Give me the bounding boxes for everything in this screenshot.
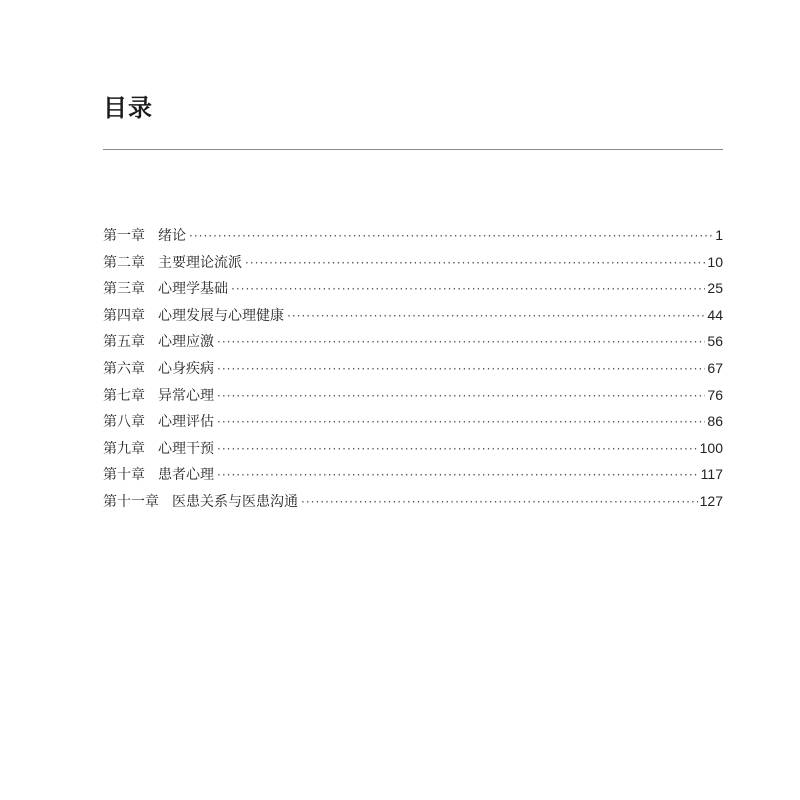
toc-entry[interactable] (103, 488, 723, 515)
toc-entry[interactable] (103, 275, 723, 302)
chapter-title: 异常心理 (158, 387, 214, 404)
chapter-number: 第十章 (103, 467, 145, 484)
chapter-number: 第七章 (103, 387, 145, 404)
toc-entry[interactable] (103, 249, 723, 276)
page-number: 76 (707, 386, 723, 403)
dot-leader (189, 223, 713, 250)
chapter-number: 第二章 (103, 254, 145, 271)
chapter-number: 第五章 (103, 334, 145, 351)
page-number: 86 (707, 413, 723, 430)
chapter-number: 第十一章 (103, 493, 159, 510)
chapter-title: 心理学基础 (158, 281, 228, 298)
toc-entry[interactable] (103, 408, 723, 435)
chapter-title: 主要理论流派 (158, 254, 242, 271)
toc-entry[interactable] (103, 222, 723, 249)
chapter-title: 心理应激 (158, 334, 214, 351)
page-number: 10 (707, 253, 723, 270)
chapter-number: 第九章 (103, 440, 145, 457)
chapter-title: 心理发展与心理健康 (158, 307, 284, 324)
chapter-number: 第一章 (103, 228, 145, 244)
toc-entry[interactable] (103, 328, 723, 355)
toc-entry[interactable] (103, 382, 723, 409)
page-title: 目录 (103, 94, 153, 122)
dot-leader (217, 409, 705, 436)
dot-leader (217, 462, 699, 489)
dot-leader (217, 356, 705, 383)
dot-leader (301, 489, 698, 516)
chapter-number: 第三章 (103, 281, 145, 298)
table-of-contents (103, 222, 723, 515)
title-divider (103, 149, 723, 150)
page-number: 25 (707, 280, 723, 297)
chapter-number: 第八章 (103, 414, 145, 431)
page-number: 67 (707, 359, 723, 376)
toc-entry[interactable] (103, 355, 723, 382)
toc-entry[interactable] (103, 461, 723, 488)
dot-leader (245, 250, 705, 277)
toc-entry[interactable] (103, 435, 723, 462)
page-number: 44 (707, 306, 723, 323)
dot-leader (231, 276, 705, 303)
chapter-title: 心理评估 (158, 414, 214, 431)
dot-leader (217, 329, 705, 356)
dot-leader (217, 383, 705, 410)
page-number: 1 (715, 227, 723, 243)
page-number: 56 (707, 333, 723, 350)
chapter-title: 绪论 (158, 228, 186, 244)
chapter-title: 心身疾病 (158, 360, 214, 377)
chapter-title: 医患关系与医患沟通 (172, 493, 298, 510)
toc-entry[interactable] (103, 302, 723, 329)
dot-leader (287, 303, 705, 330)
page-number: 117 (700, 466, 723, 483)
chapter-title: 心理干预 (158, 440, 214, 457)
chapter-number: 第四章 (103, 307, 145, 324)
chapter-title: 患者心理 (158, 467, 214, 484)
page-number: 127 (699, 492, 723, 509)
chapter-number: 第六章 (103, 360, 145, 377)
page-number: 100 (699, 439, 723, 456)
dot-leader (217, 436, 698, 463)
